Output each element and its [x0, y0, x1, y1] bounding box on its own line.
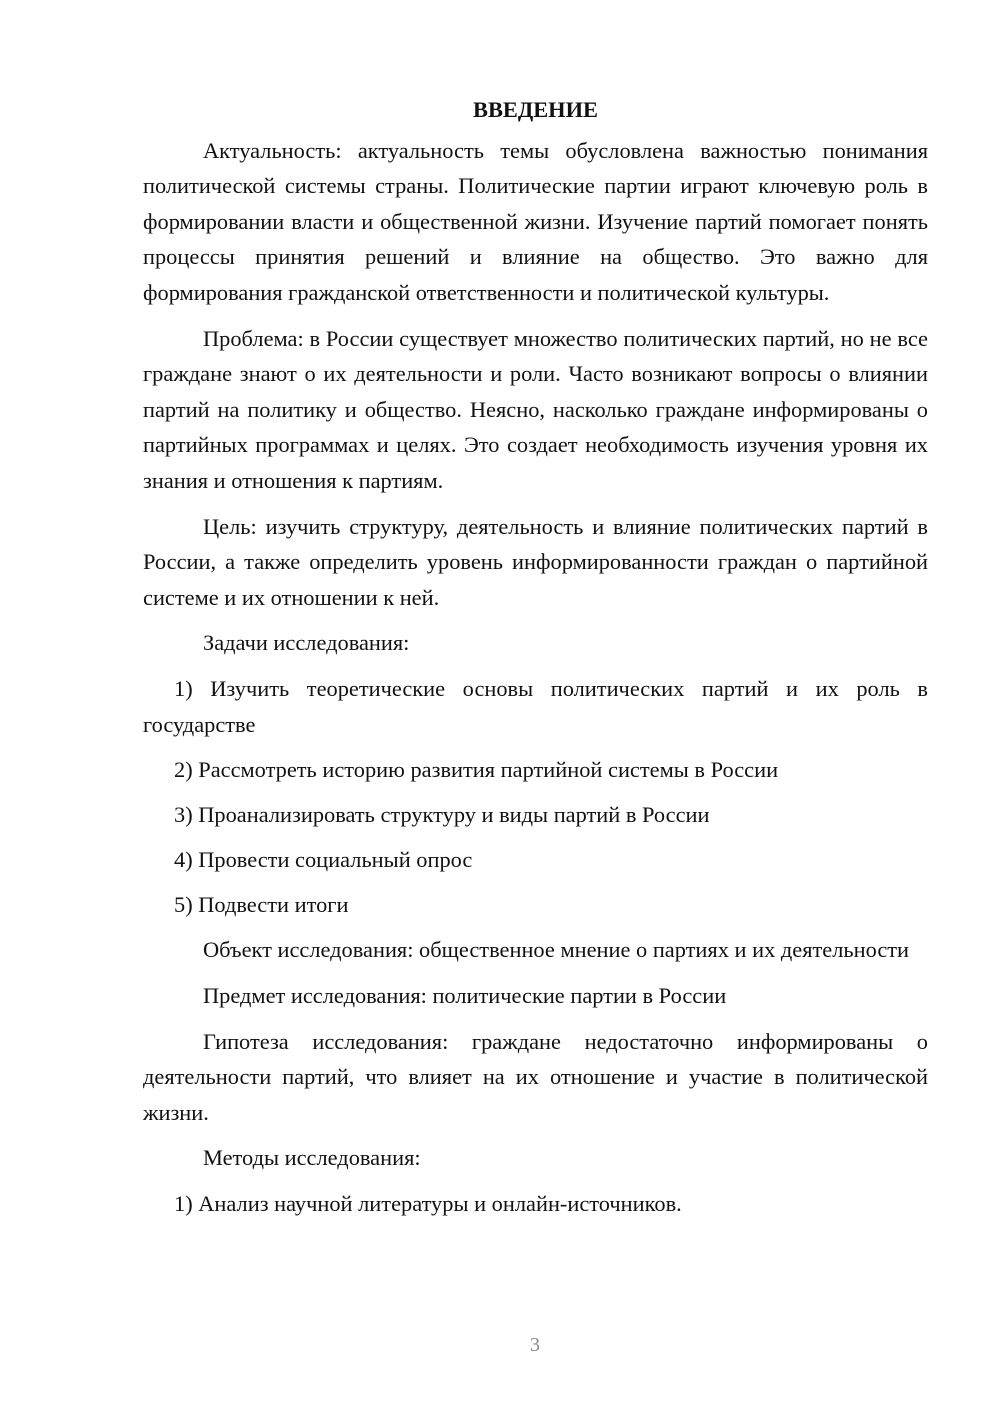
task-item: 3) Проанализировать структуру и виды партий в России	[174, 801, 710, 827]
task-item: 4) Провести социальный опрос	[174, 847, 473, 873]
problem-paragraph: Проблема: в России существует множество политических партий, но не все граждане знают о их деятельности и роли. Часто возникают вопросы о влиянии партий на политику и общество. Неясно, насколько граждане информированы о партийных программах и целях. Это создает необходимость изучения уровня их знания и отношения к партиям.	[143, 325, 928, 493]
section-title: ВВЕДЕНИЕ	[473, 97, 598, 122]
document-body	[143, 92, 928, 1231]
object-paragraph: Объект исследования: общественное мнение о партиях и их деятельности	[203, 937, 910, 963]
goal-paragraph: Цель: изучить структуру, деятельность и влияние политических партий в России, а также определить уровень информированности граждан о партийной системе и их отношении к ней.	[143, 513, 928, 610]
task-item: 5) Подвести итоги	[174, 892, 349, 918]
task-item: 1) Изучить теоретические основы политических партий и их роль в государстве	[143, 675, 928, 737]
tasks-heading: Задачи исследования:	[203, 630, 410, 656]
page-number: 3	[530, 1334, 540, 1356]
methods-list	[143, 1186, 928, 1222]
task-item: 2) Рассмотреть историю развития партийной системы в России	[174, 756, 779, 782]
relevance-paragraph: Актуальность: актуальность темы обусловлена важностью понимания политической системы страны. Политические партии играют ключевую роль в формировании власти и общественной жизни. Изучение партий помогает понять процессы принятия решений и влияние на общество. Это важно для формирования гражданской ответственности и политической культуры.	[143, 137, 928, 305]
method-item: 1) Анализ научной литературы и онлайн-источников.	[174, 1191, 682, 1216]
hypothesis-paragraph: Гипотеза исследования: граждане недостаточно информированы о деятельности партий, что влияет на их отношение и участие в политической жизни.	[143, 1028, 928, 1125]
tasks-list	[143, 671, 928, 923]
subject-paragraph: Предмет исследования: политические партии в России	[203, 983, 727, 1009]
methods-heading: Методы исследования:	[203, 1145, 421, 1171]
